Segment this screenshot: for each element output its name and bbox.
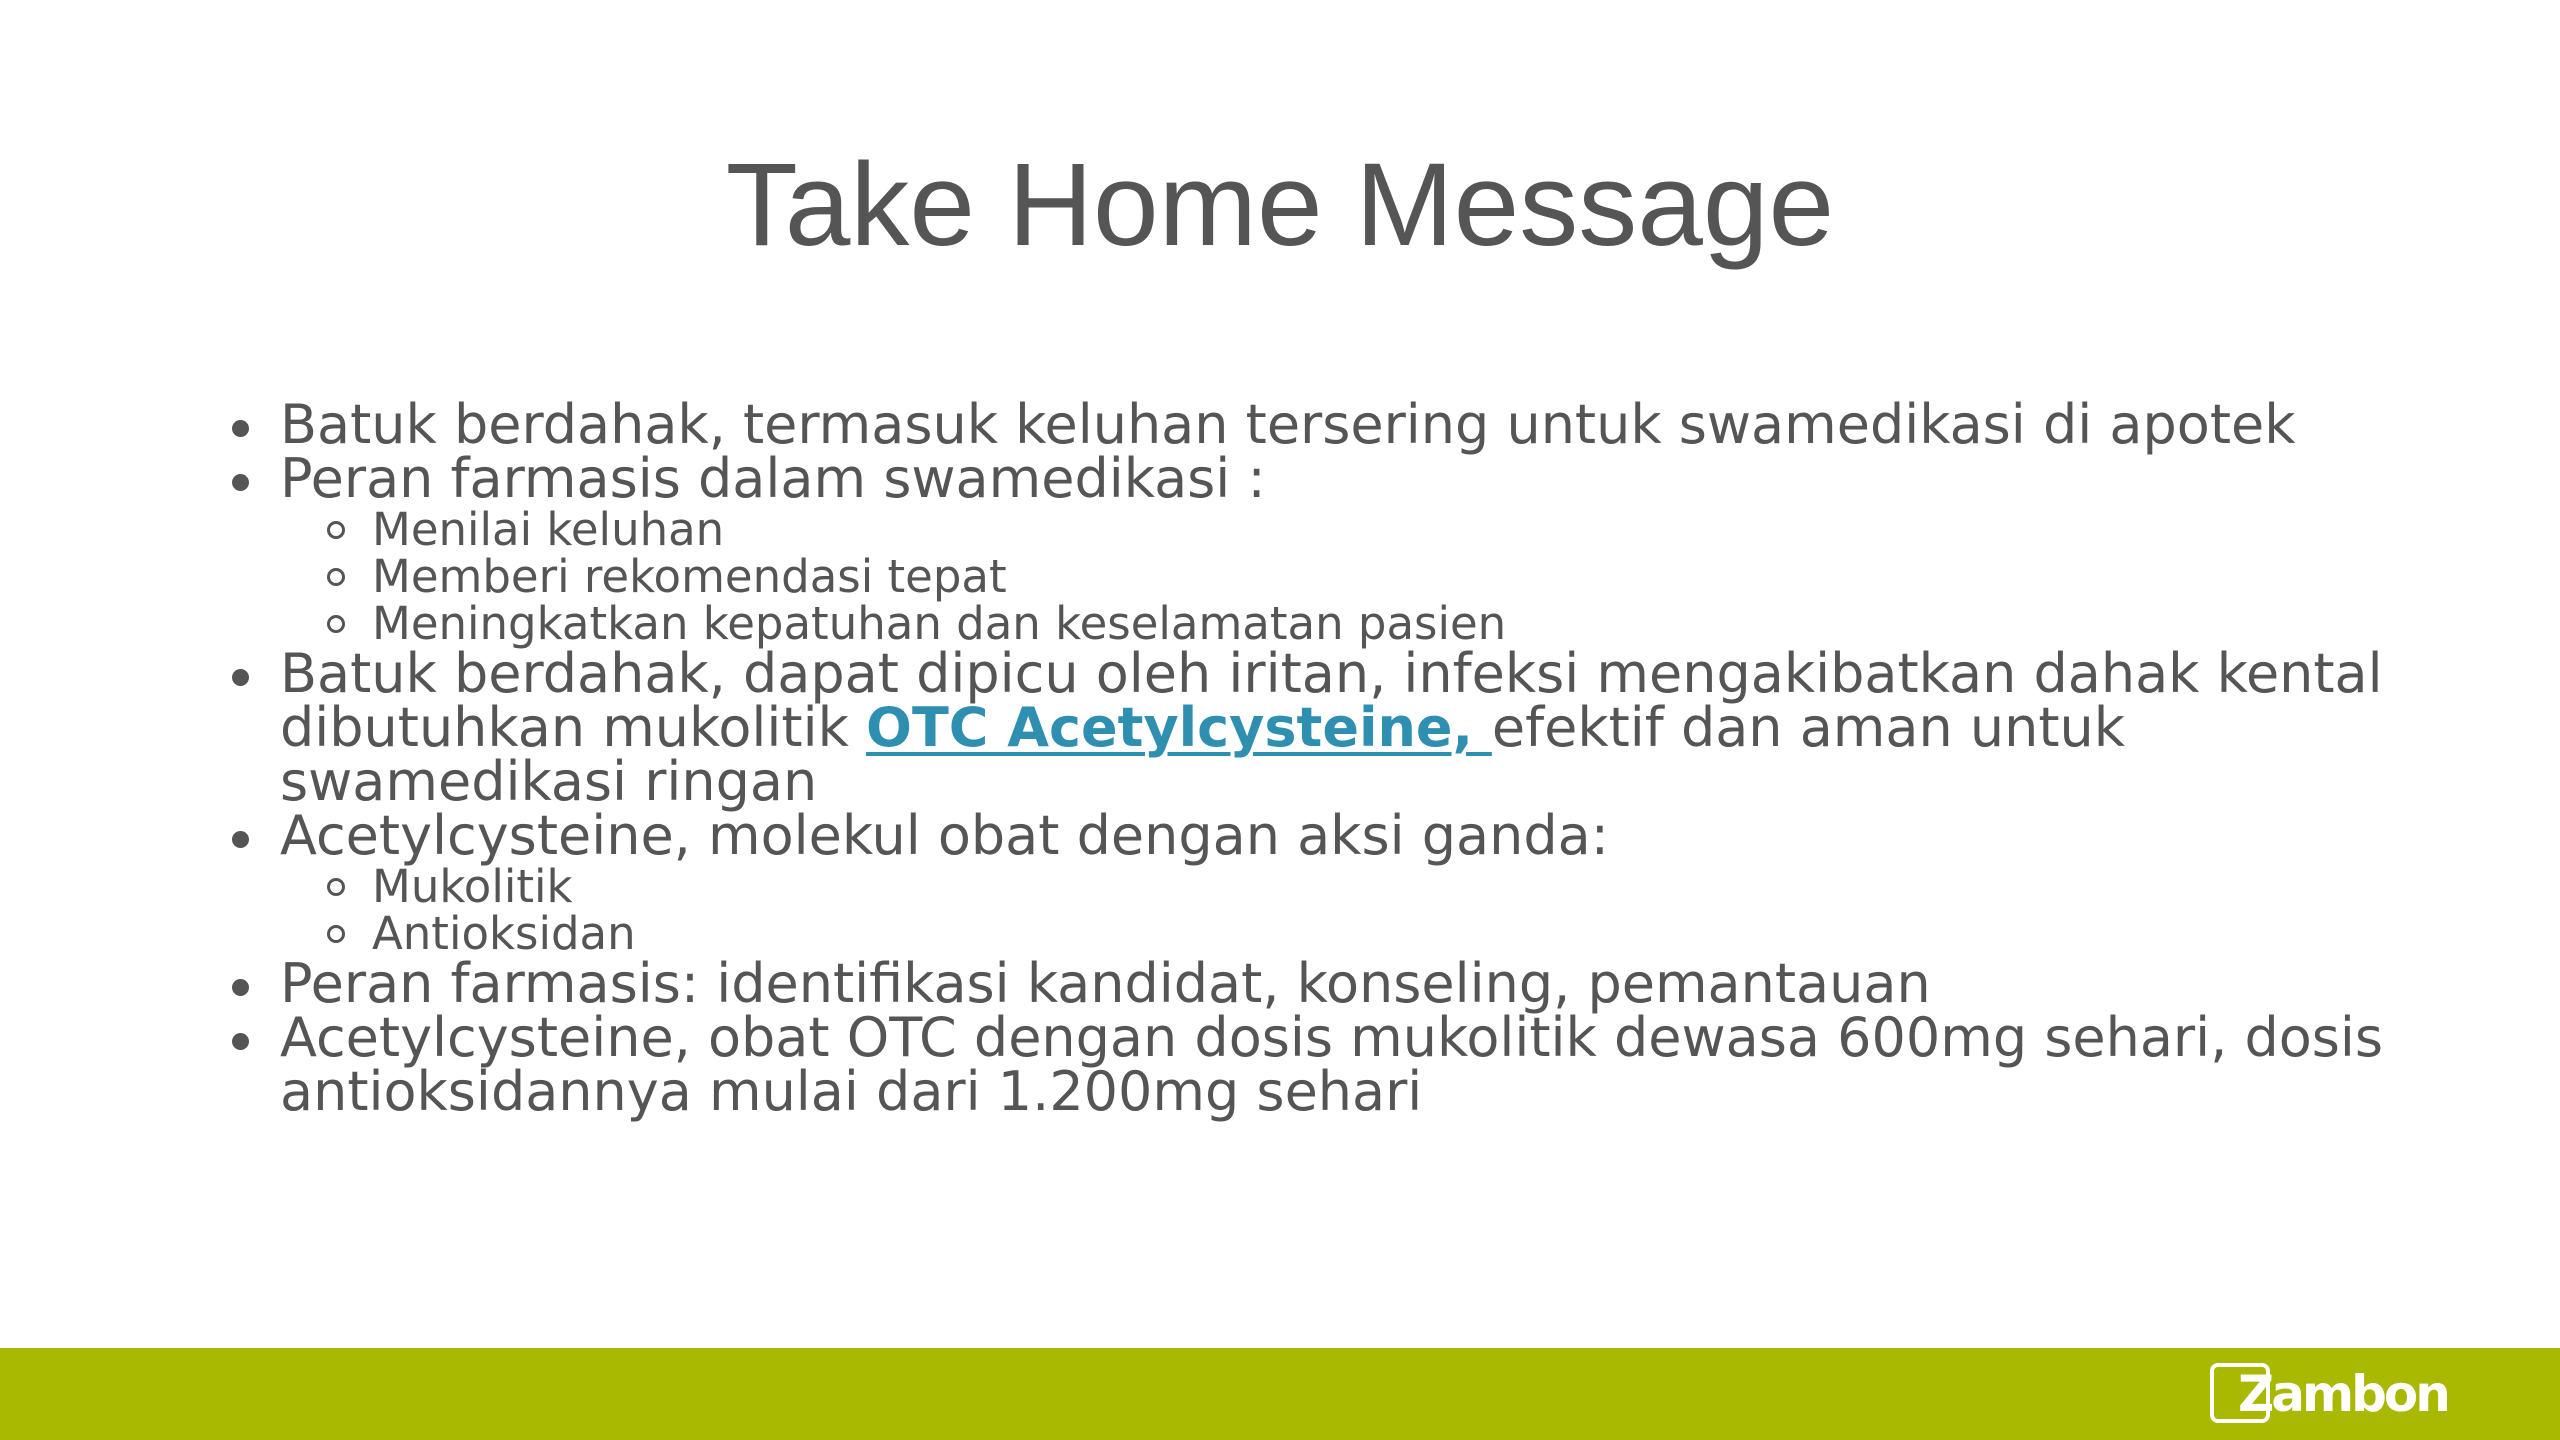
sub-bullet-list	[280, 860, 2462, 960]
bullet-text: Peran farmasis dalam swamedikasi :	[280, 447, 1266, 510]
sub-bullet-item: Antioksidan	[232, 910, 2462, 957]
logo-text: Zambon	[2238, 1365, 2448, 1423]
bullet-item	[232, 952, 2462, 1015]
bullet-list	[232, 393, 2462, 1123]
bullet-text: Acetylcysteine, obat OTC dengan dosis mukolitik dewasa 600mg sehari, dosis antioksidannya mulai dari 1.200mg sehari	[280, 1006, 2384, 1123]
sub-bullet-list	[280, 503, 2462, 650]
bullet-text: Peran farmasis: identifikasi kandidat, konseling, pemantauan	[280, 952, 1931, 1015]
footer-bar	[0, 1348, 2560, 1440]
otc-acetylcysteine-link[interactable]: OTC Acetylcysteine,	[866, 696, 1492, 759]
bullet-item	[232, 393, 2462, 456]
slide-title: Take Home Message	[725, 139, 1835, 271]
sub-bullet-item: Memberi rekomendasi tepat	[232, 553, 2462, 600]
bullet-item	[232, 447, 2462, 650]
bullet-item	[232, 642, 2462, 813]
bullet-text: Acetylcysteine, molekul obat dengan aksi ganda:	[280, 804, 1609, 867]
bullet-text: efektif dan aman untuk swamedikasi ringan	[280, 696, 2125, 813]
bullet-text: Batuk berdahak, termasuk keluhan tersering untuk swamedikasi di apotek	[280, 393, 2296, 456]
sub-bullet-item: Meningkatkan kepatuhan dan keselamatan pasien	[232, 600, 2462, 647]
bullet-item	[232, 804, 2462, 960]
zambon-logo	[2210, 1363, 2448, 1425]
sub-bullet-item: Mukolitik	[232, 863, 2462, 910]
bullet-item	[232, 1006, 2462, 1123]
bullet-text: Batuk berdahak, dapat dipicu oleh iritan, infeksi mengakibatkan dahak kental dibutuhkan mukolitik	[280, 642, 2383, 759]
sub-bullet-item: Menilai keluhan	[232, 506, 2462, 553]
